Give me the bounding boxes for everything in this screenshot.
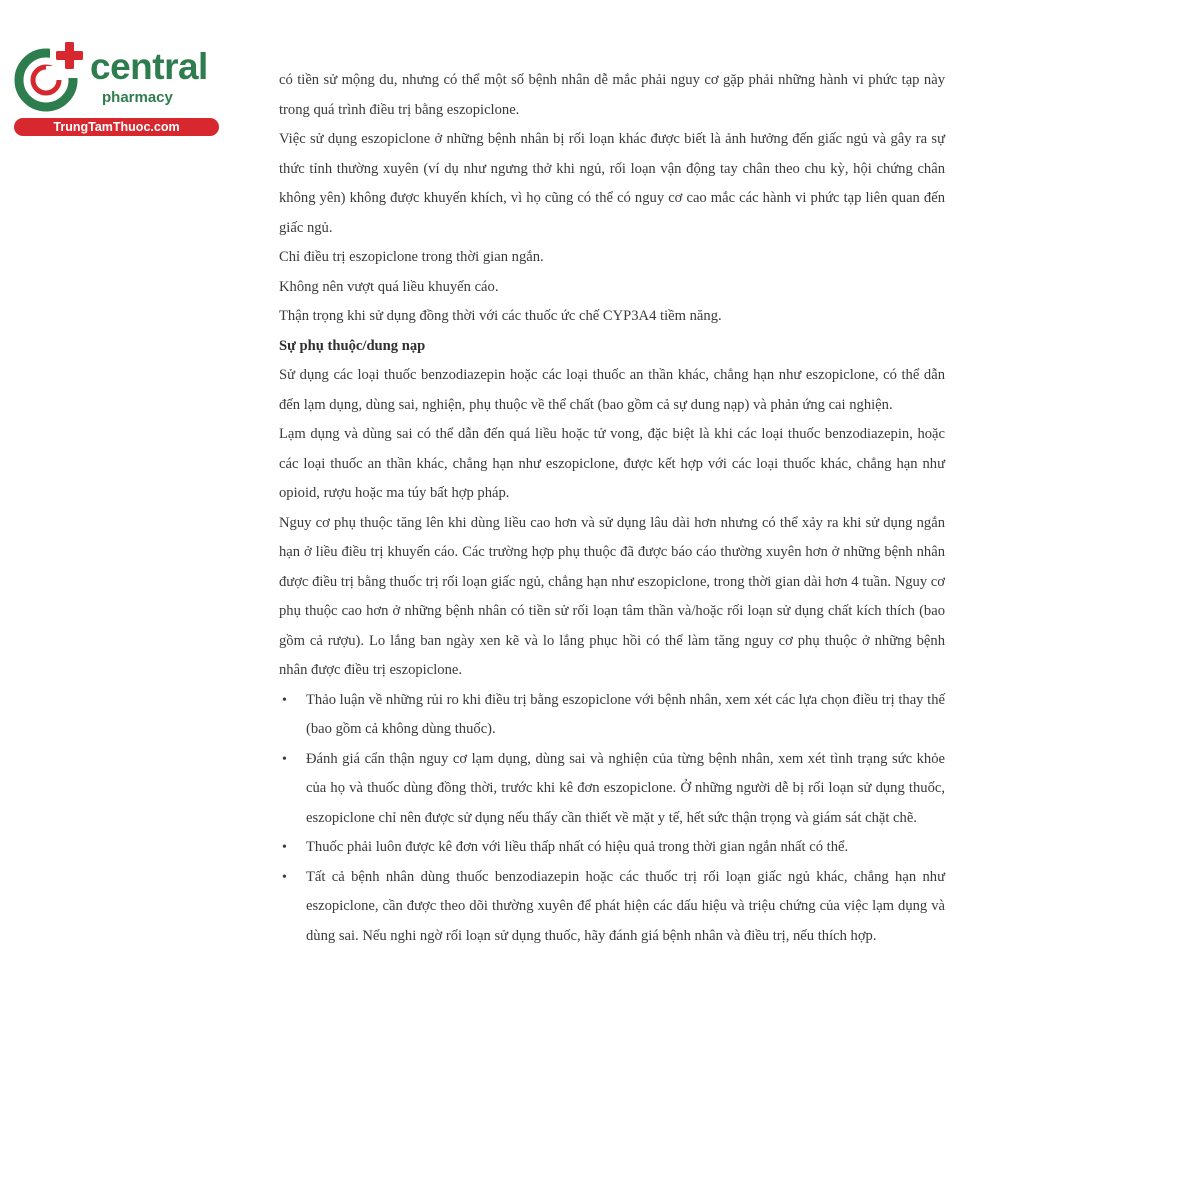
paragraph-dependence-risk: Nguy cơ phụ thuộc tăng lên khi dùng liều cao hơn và sử dụng lâu dài hơn nhưng có thể xảy ra khi sử dụng ngắn hạn ở liều điều trị khuyến cáo. Các trường hợp phụ thuộc đã được báo cáo thường xuyên hơn ở những bệnh nhân được điều trị bằng thuốc trị rối loạn giấc ngủ, chẳng hạn như eszopiclone, trong thời gian dài hơn 4 tuần. Nguy cơ phụ thuộc cao hơn ở những bệnh nhân có tiền sử rối loạn tâm thần và/hoặc rối loạn sử dụng chất kích thích (bao gồm cả rượu). Lo lắng ban ngày xen kẽ và lo lắng phục hồi có thể làm tăng nguy cơ phụ thuộc ở những bệnh nhân được điều trị eszopiclone. [279,514,945,678]
brand-website[interactable]: TrungTamThuoc.com [14,118,219,136]
document-body [279,66,945,951]
paragraph-dependence-intro: Sử dụng các loại thuốc benzodiazepin hoặc các loại thuốc an thần khác, chẳng hạn như eszopiclone, có thể dẫn đến lạm dụng, dùng sai, nghiện, phụ thuộc về thể chất (bao gồm cả sự dung nạp) và phản ứng cai nghiện. [279,367,945,413]
bullet-icon: • [282,692,287,708]
list-item-text: Thuốc phải luôn được kê đơn với liều thấp nhất có hiệu quả trong thời gian ngắn nhất có thể. [306,839,849,855]
pharmacy-cross-logo-icon [10,38,90,118]
list-item [279,833,945,863]
paragraph-max-dose: Không nên vượt quá liều khuyến cáo. [279,278,499,295]
section-heading: Sự phụ thuộc/dung nạp [279,337,426,354]
recommendation-list [279,686,945,952]
list-item-text: Thảo luận về những rủi ro khi điều trị bằng eszopiclone với bệnh nhân, xem xét các lựa chọn điều trị thay thế (bao gồm cả không dùng thuốc). [306,691,945,737]
bullet-icon: • [282,751,287,767]
brand-name: central [90,46,208,87]
list-item [279,745,945,834]
list-item [279,686,945,745]
paragraph-sleep-behavior: có tiền sử mộng du, nhưng có thể một số bệnh nhân dễ mắc phải nguy cơ gặp phải những hành vi phức tạp này trong quá trình điều trị bằng eszopiclone. [279,72,945,118]
paragraph-cyp3a4: Thận trọng khi sử dụng đồng thời với các thuốc ức chế CYP3A4 tiềm năng. [279,308,722,324]
central-pharmacy-logo[interactable] [10,38,215,138]
bullet-icon: • [282,869,287,885]
brand-subtitle: pharmacy [102,89,173,106]
list-item-text: Tất cả bệnh nhân dùng thuốc benzodiazepin hoặc các thuốc trị rối loạn giấc ngủ khác, chẳng hạn như eszopiclone, cần được theo dõi thường xuyên để phát hiện các dấu hiệu và triệu chứng của việc lạm dụng và dùng sai. Nếu nghi ngờ rối loạn sử dụng thuốc, hãy đánh giá bệnh nhân và điều trị, nếu thích hợp. [306,868,945,944]
paragraph-abuse-misuse: Lạm dụng và dùng sai có thể dẫn đến quá liều hoặc tử vong, đặc biệt là khi các loại thuốc benzodiazepin, hoặc các loại thuốc an thần khác, chẳng hạn như eszopiclone, được kết hợp với các loại thuốc khác, chẳng hạn như opioid, rượu hoặc ma túy bất hợp pháp. [279,426,945,501]
paragraph-other-sleep-disorders: Việc sử dụng eszopiclone ở những bệnh nhân bị rối loạn khác được biết là ảnh hưởng đến giấc ngủ và gây ra sự thức tỉnh thường xuyên (ví dụ như ngưng thở khi ngủ, rối loạn vận động tay chân theo chu kỳ, hội chứng chân không yên) không được khuyến khích, vì họ cũng có thể có nguy cơ cao mắc các hành vi phức tạp liên quan đến giấc ngủ. [279,131,945,236]
bullet-icon: • [282,840,287,855]
list-item-text: Đánh giá cẩn thận nguy cơ lạm dụng, dùng sai và nghiện của từng bệnh nhân, xem xét tình trạng sức khỏe của họ và thuốc dùng đồng thời, trước khi kê đơn eszopiclone. Ở những người dễ bị rối loạn sử dụng thuốc, eszopiclone chỉ nên được sử dụng nếu thấy cần thiết về mặt y tế, hết sức thận trọng và giám sát chặt chẽ. [306,750,945,826]
paragraph-short-term: Chỉ điều trị eszopiclone trong thời gian ngắn. [279,249,544,265]
list-item [279,863,945,952]
